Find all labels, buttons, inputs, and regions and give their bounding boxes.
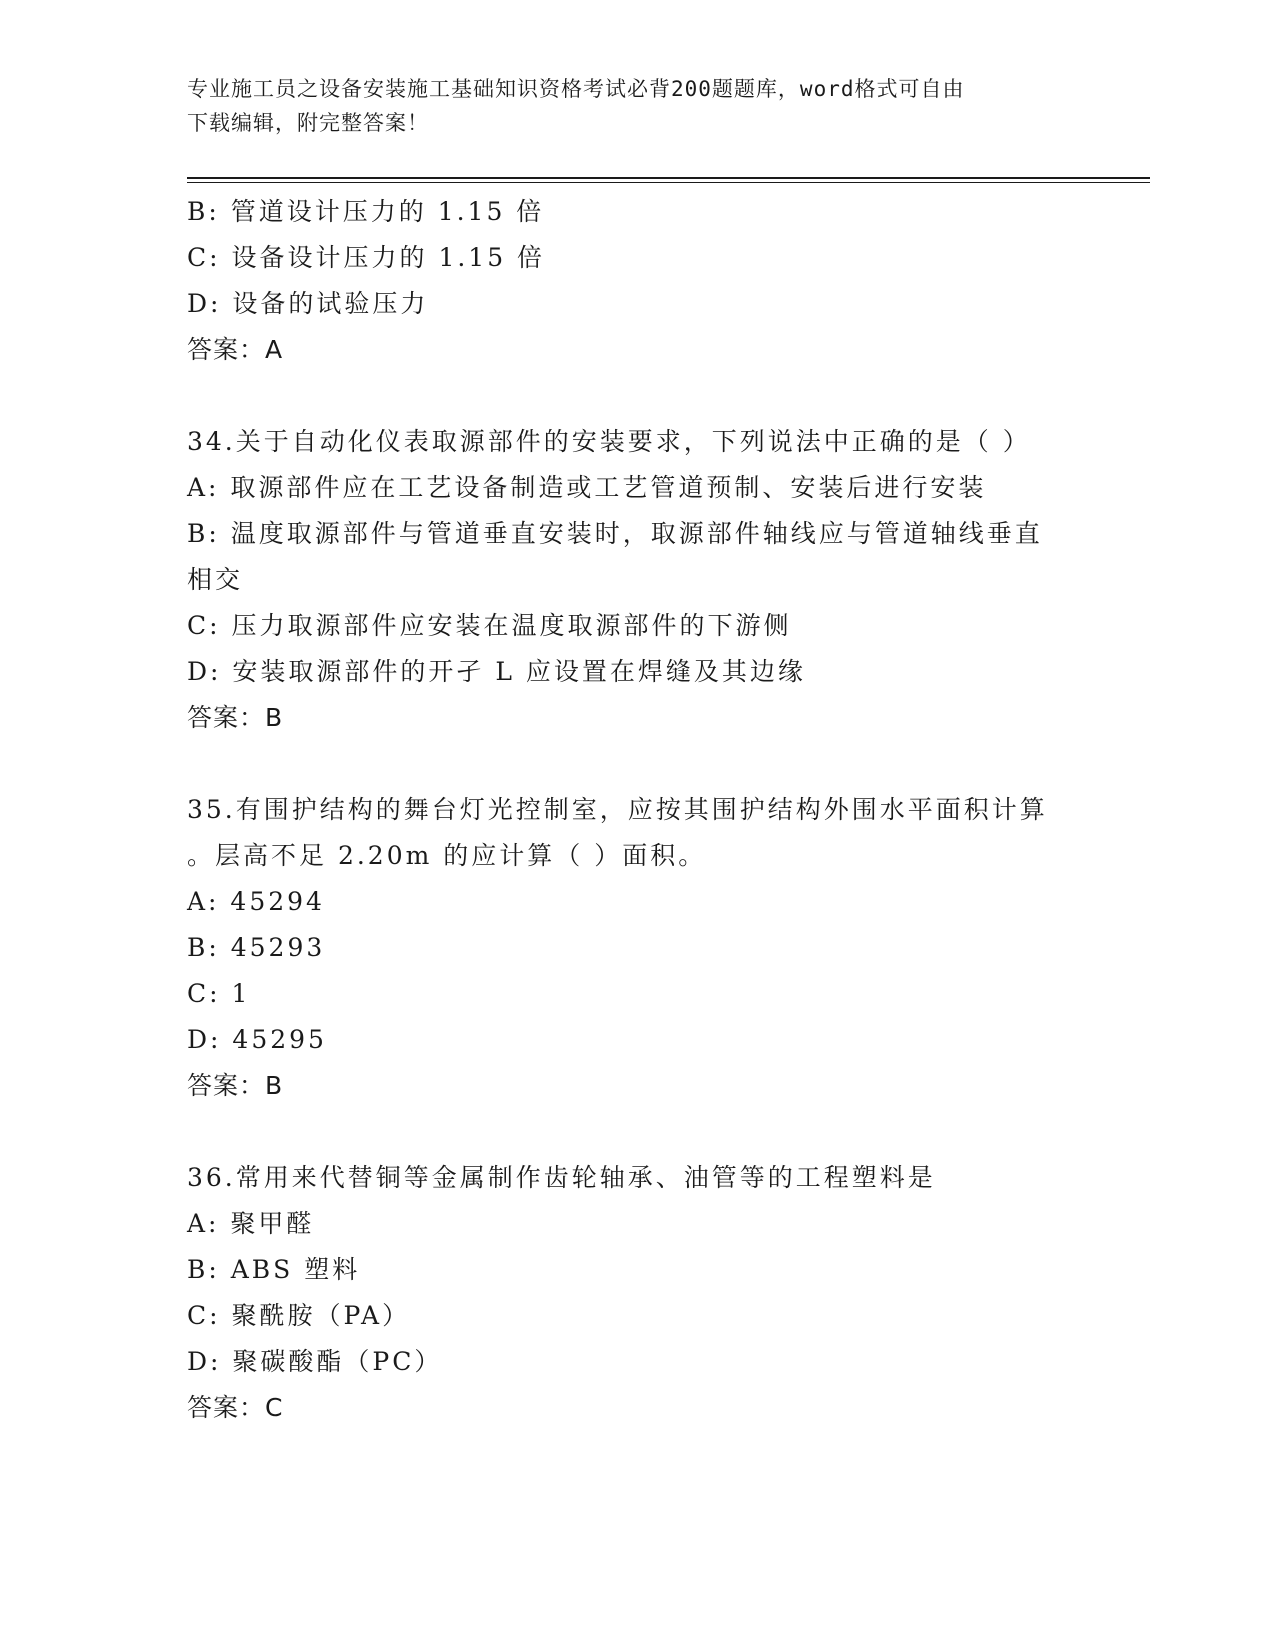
spacer <box>187 1109 1087 1155</box>
header-divider-thin <box>187 182 1150 183</box>
question-text: 36.常用来代替铜等金属制作齿轮轴承、油管等的工程塑料是 <box>187 1163 936 1192</box>
option-b-continued: 相交 <box>187 565 244 594</box>
spacer <box>187 373 1087 419</box>
question-36 <box>187 1155 1087 1431</box>
option-b: B: 45293 <box>187 933 326 962</box>
header-line-1: 专业施工员之设备安装施工基础知识资格考试必背200题题库，word格式可自由 <box>187 77 965 101</box>
document-header <box>187 72 1087 140</box>
answer: 答案：C <box>187 1393 284 1422</box>
header-divider-thick <box>187 177 1150 179</box>
question-text-continued: 。层高不足 2.20m 的应计算（ ）面积。 <box>187 841 707 870</box>
answer: 答案：B <box>187 703 284 732</box>
question-text: 35.有围护结构的舞台灯光控制室，应按其围护结构外围水平面积计算 <box>187 795 1048 824</box>
option-b: B: 管道设计压力的 1.15 倍 <box>187 197 545 226</box>
option-b: B: 温度取源部件与管道垂直安装时，取源部件轴线应与管道轴线垂直 <box>187 519 1043 548</box>
option-d: D: 45295 <box>187 1025 327 1054</box>
question-33 <box>187 189 1087 373</box>
option-d: D: 安装取源部件的开孑 L 应设置在焊缝及其边缘 <box>187 657 806 686</box>
spacer <box>187 741 1087 787</box>
option-c: C: 1 <box>187 979 251 1008</box>
option-c: C: 压力取源部件应安装在温度取源部件的下游侧 <box>187 611 792 640</box>
option-c: C: 聚酰胺（PA） <box>187 1301 411 1330</box>
option-d: D: 聚碳酸酯（PC） <box>187 1347 443 1376</box>
option-b: B: ABS 塑料 <box>187 1255 361 1284</box>
option-a: A: 45294 <box>187 887 325 916</box>
question-list <box>187 189 1087 1431</box>
question-35 <box>187 787 1087 1109</box>
answer: 答案：A <box>187 335 284 364</box>
option-a: A: 聚甲醛 <box>187 1209 315 1238</box>
question-text: 34.关于自动化仪表取源部件的安装要求，下列说法中正确的是（ ） <box>187 427 1031 456</box>
answer: 答案：B <box>187 1071 284 1100</box>
option-c: C: 设备设计压力的 1.15 倍 <box>187 243 546 272</box>
option-a: A: 取源部件应在工艺设备制造或工艺管道预制、安装后进行安装 <box>187 473 987 502</box>
question-34 <box>187 419 1087 741</box>
option-d: D: 设备的试验压力 <box>187 289 429 318</box>
header-line-2: 下载编辑，附完整答案！ <box>187 111 429 135</box>
